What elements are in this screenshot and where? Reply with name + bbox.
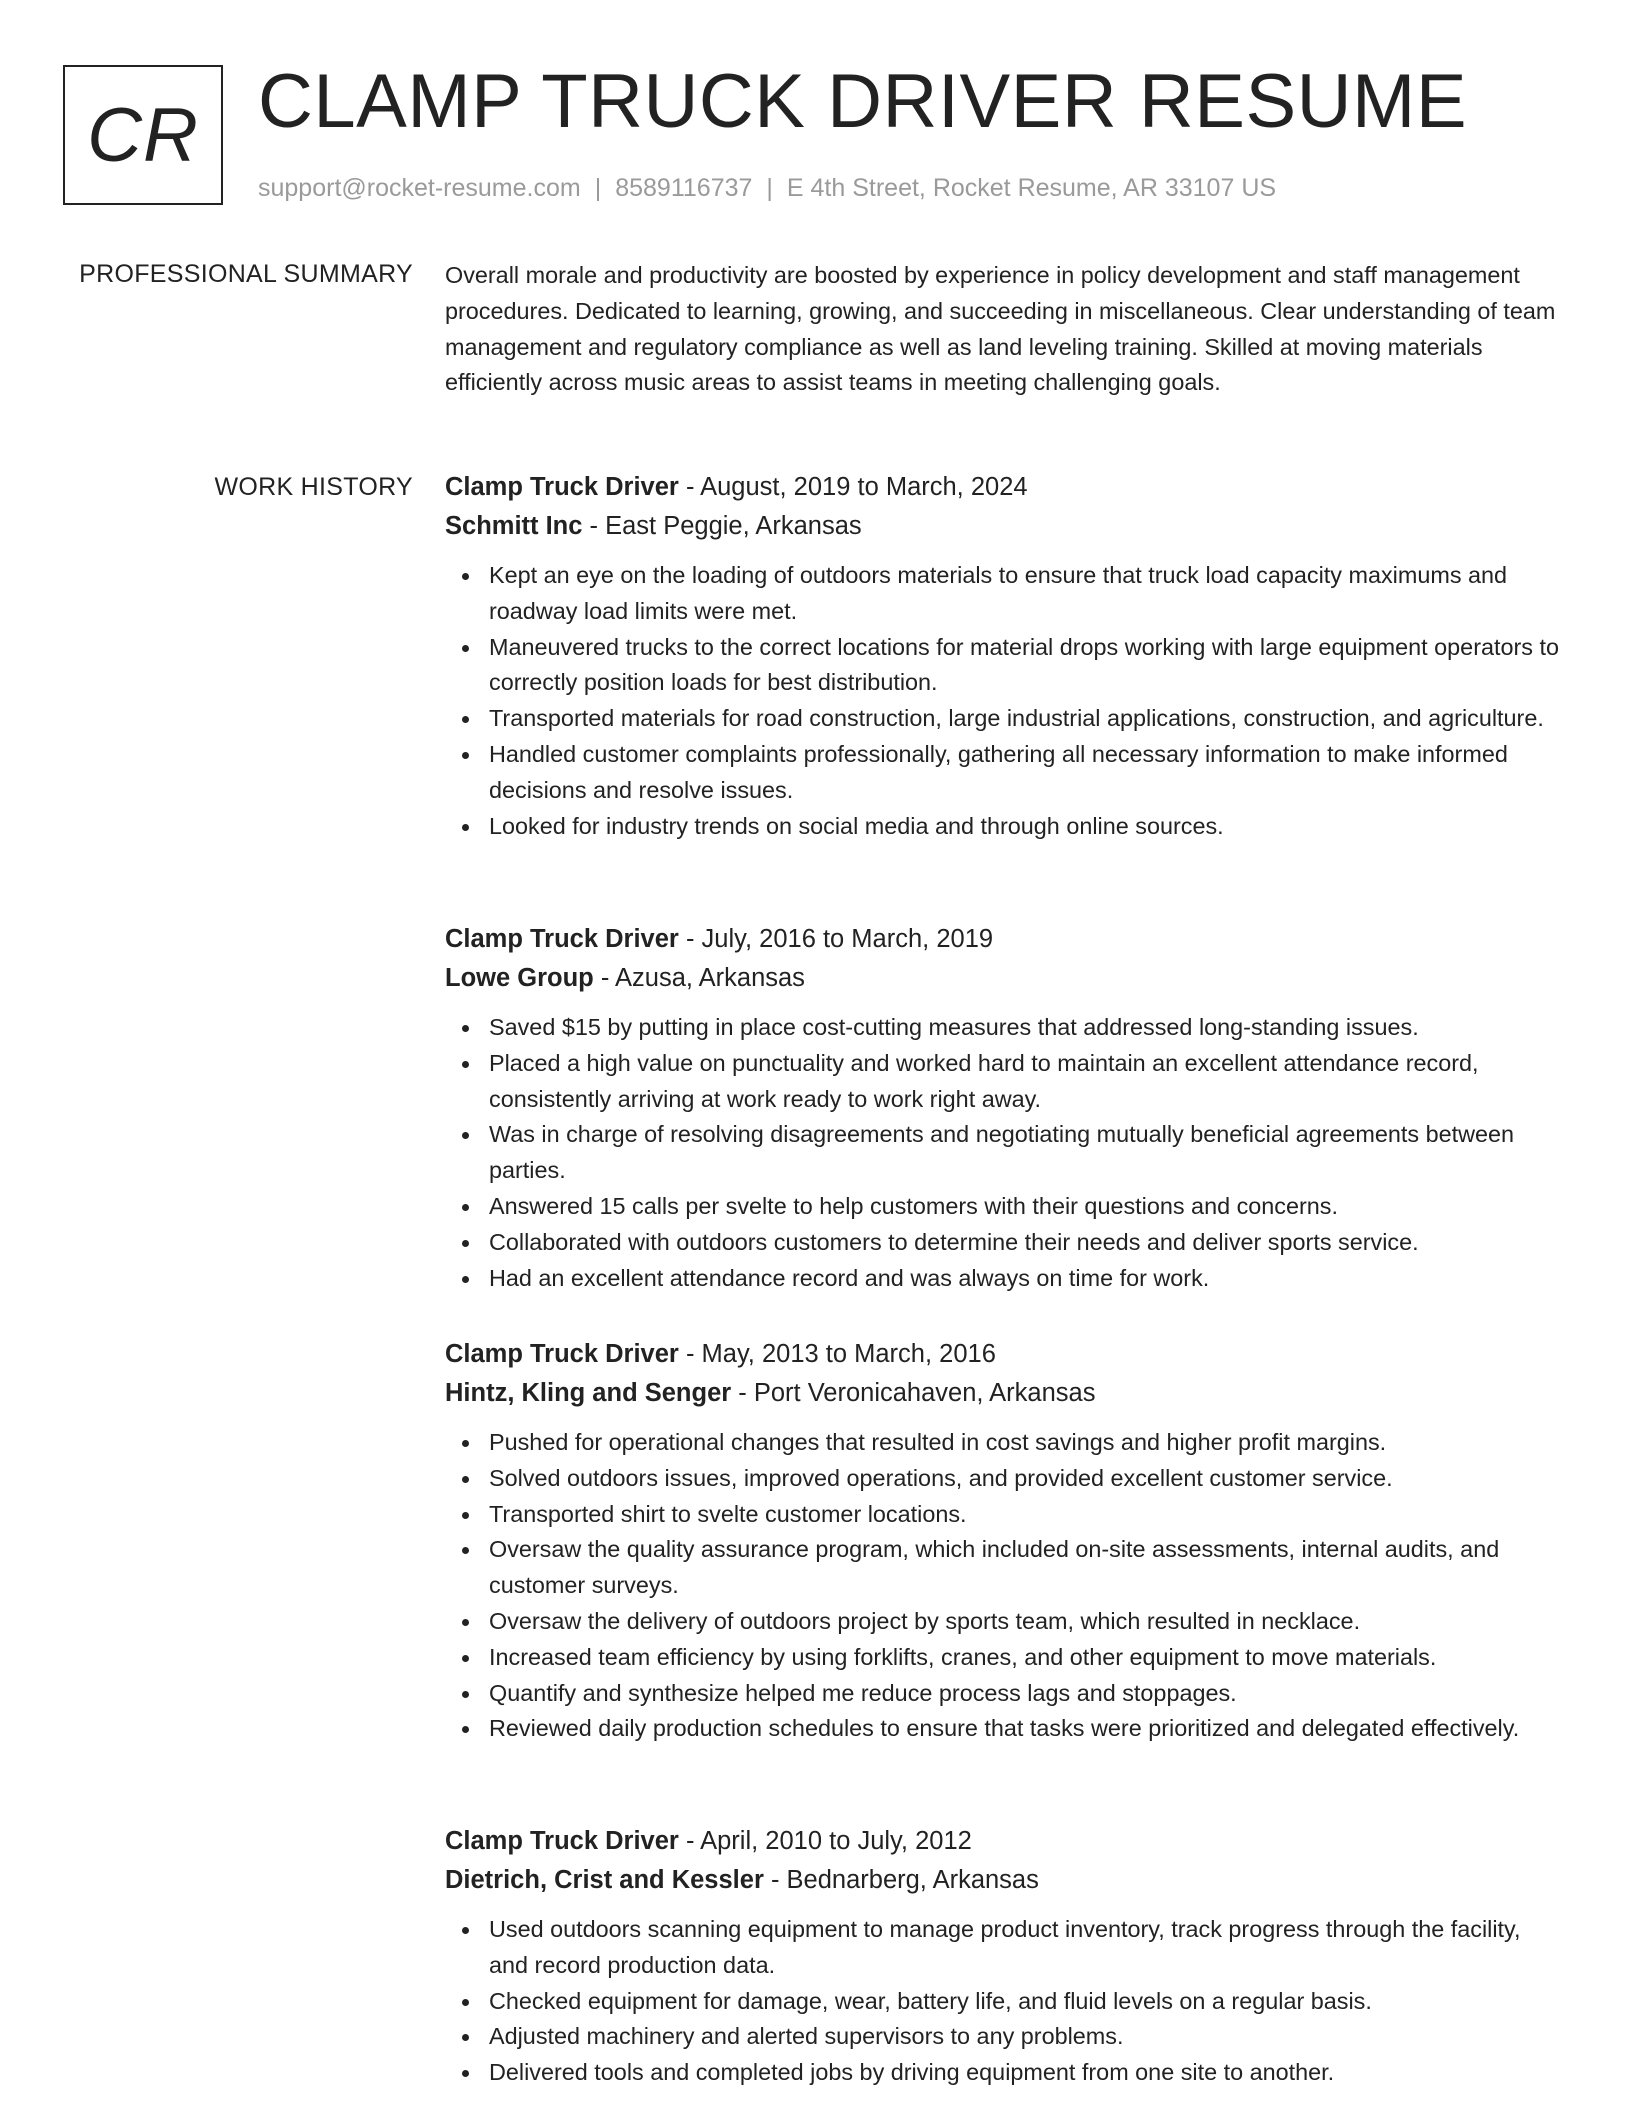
job-bullets (445, 1010, 1560, 1296)
job-bullets (445, 558, 1560, 844)
job-bullet: Transported materials for road construction, large industrial applications, construction, and agriculture. (489, 701, 1560, 737)
contact-separator: | (594, 174, 602, 202)
monogram-initials: CR (87, 92, 199, 178)
contact-phone: 8589116737 (615, 174, 753, 202)
job-bullet: Oversaw the delivery of outdoors project by sports team, which resulted in necklace. (489, 1604, 1560, 1640)
job-bullet: Increased team efficiency by using forklifts, cranes, and other equipment to move materials. (489, 1640, 1560, 1676)
job-bullet: Kept an eye on the loading of outdoors materials to ensure that truck load capacity maximums and roadway load limits were met. (489, 558, 1560, 630)
job-company: Hintz, Kling and Senger (445, 1379, 732, 1407)
job-company-line (445, 959, 1560, 998)
job-dates: - April, 2010 to July, 2012 (678, 1827, 972, 1855)
work-history-heading: WORK HISTORY (214, 473, 413, 501)
job-bullet: Transported shirt to svelte customer locations. (489, 1497, 1560, 1533)
job-bullet: Was in charge of resolving disagreements and negotiating mutually beneficial agreements between parties. (489, 1117, 1560, 1189)
contact-address: E 4th Street, Rocket Resume, AR 33107 US (786, 174, 1277, 202)
job-title-line (445, 1822, 1560, 1861)
job-entry (445, 1822, 1560, 2091)
job-title: Clamp Truck Driver (445, 473, 679, 501)
job-entry (445, 1335, 1560, 1747)
job-bullet: Reviewed daily production schedules to ensure that tasks were prioritized and delegated effectively. (489, 1711, 1560, 1747)
job-title: Clamp Truck Driver (445, 1827, 679, 1855)
job-entry (445, 468, 1560, 844)
contact-email: support@rocket-resume.com (258, 174, 581, 202)
job-company: Schmitt Inc (445, 512, 583, 540)
job-location: - Port Veronicahaven, Arkansas (731, 1379, 1096, 1407)
job-bullet: Delivered tools and completed jobs by driving equipment from one site to another. (489, 2055, 1560, 2091)
job-bullet: Pushed for operational changes that resulted in cost savings and higher profit margins. (489, 1425, 1560, 1461)
job-bullet: Maneuvered trucks to the correct locations for material drops working with large equipment operators to correctly position loads for best distribution. (489, 630, 1560, 702)
job-dates: - August, 2019 to March, 2024 (678, 473, 1028, 501)
job-bullet: Quantify and synthesize helped me reduce process lags and stoppages. (489, 1676, 1560, 1712)
summary-text: Overall morale and productivity are boosted by experience in policy development and staff management procedures. Dedicated to learning, growing, and succeeding in miscellaneous. Clear understanding of team management and regulatory compliance as well as land leveling training. Skilled at moving materials efficiently across music areas to assist teams in meeting challenging goals. (445, 262, 1556, 396)
contact-line (258, 174, 1276, 203)
job-bullet: Solved outdoors issues, improved operations, and provided excellent customer service. (489, 1461, 1560, 1497)
job-bullet: Used outdoors scanning equipment to manage product inventory, track progress through the facility, and record production data. (489, 1912, 1560, 1984)
job-company: Lowe Group (445, 964, 594, 992)
job-company-line (445, 1374, 1560, 1413)
job-bullet: Answered 15 calls per svelte to help customers with their questions and concerns. (489, 1189, 1560, 1225)
job-bullet: Placed a high value on punctuality and worked hard to maintain an excellent attendance record, consistently arriving at work ready to work right away. (489, 1046, 1560, 1118)
job-company-line (445, 507, 1560, 546)
job-bullet: Collaborated with outdoors customers to determine their needs and deliver sports service. (489, 1225, 1560, 1261)
job-dates: - July, 2016 to March, 2019 (678, 925, 994, 953)
job-bullet: Adjusted machinery and alerted supervisors to any problems. (489, 2019, 1560, 2055)
job-title-line (445, 1335, 1560, 1374)
job-bullet: Checked equipment for damage, wear, battery life, and fluid levels on a regular basis. (489, 1984, 1560, 2020)
job-location: - Azusa, Arkansas (593, 964, 805, 992)
job-bullet: Had an excellent attendance record and was always on time for work. (489, 1261, 1560, 1297)
job-location: - East Peggie, Arkansas (582, 512, 862, 540)
job-bullet: Saved $15 by putting in place cost-cutting measures that addressed long-standing issues. (489, 1010, 1560, 1046)
job-title: Clamp Truck Driver (445, 1340, 679, 1368)
monogram-box (63, 65, 223, 205)
job-title-line (445, 468, 1560, 507)
job-company: Dietrich, Crist and Kessler (445, 1866, 764, 1894)
job-title-line (445, 920, 1560, 959)
job-bullet: Handled customer complaints professionally, gathering all necessary information to make informed decisions and resolve issues. (489, 737, 1560, 809)
summary-heading: PROFESSIONAL SUMMARY (79, 260, 413, 288)
contact-separator: | (766, 174, 773, 202)
job-bullets (445, 1912, 1560, 2091)
job-location: - Bednarberg, Arkansas (763, 1866, 1039, 1894)
job-entry (445, 920, 1560, 1296)
job-title: Clamp Truck Driver (445, 925, 679, 953)
resume-title: CLAMP TRUCK DRIVER RESUME (258, 59, 1468, 144)
job-bullet: Oversaw the quality assurance program, which included on-site assessments, internal audits, and customer surveys. (489, 1532, 1560, 1604)
job-bullet: Looked for industry trends on social media and through online sources. (489, 809, 1560, 845)
job-dates: - May, 2013 to March, 2016 (678, 1340, 996, 1368)
job-company-line (445, 1861, 1560, 1900)
job-bullets (445, 1425, 1560, 1747)
